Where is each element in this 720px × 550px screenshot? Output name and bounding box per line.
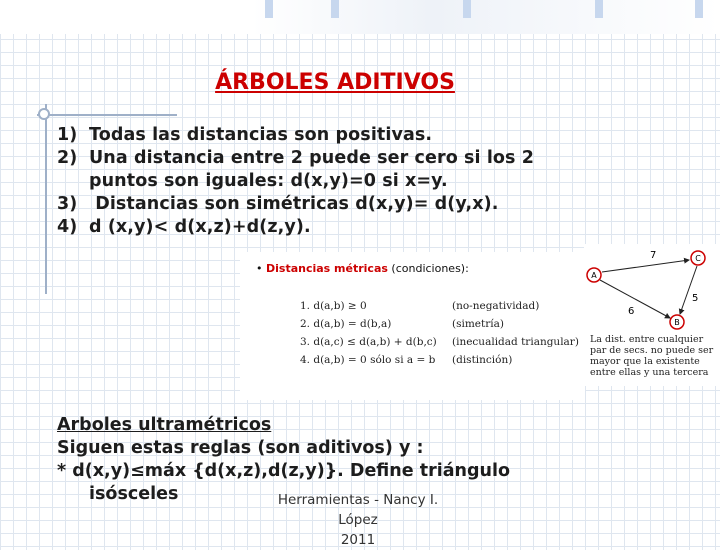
triangle-note: La dist. entre cualquier par de secs. no puede ser mayor que la existente entre ellas y una tercera <box>590 334 714 378</box>
node-a-label: A <box>591 271 597 280</box>
edge-ab-label: 6 <box>628 306 635 317</box>
ultrametric-line: * d(x,y)≤máx {d(x,z),d(z,y)}. Define triángulo <box>57 461 510 481</box>
slide-title: ÁRBOLES ADITIVOS <box>215 70 455 95</box>
condition-formula: 4. d(a,b) = 0 sólo si a = b <box>300 354 436 366</box>
ultrametric-line: isósceles <box>89 484 179 504</box>
footer-year: 2011 <box>340 532 376 548</box>
edge-ab <box>600 280 670 318</box>
node-b-label: B <box>674 318 680 327</box>
condition-label: (no-negatividad) <box>452 300 540 312</box>
decor-horizontal-line <box>37 114 177 116</box>
edge-ac-label: 7 <box>650 250 657 261</box>
node-c-label: C <box>695 254 701 263</box>
ultrametric-title: Arboles ultramétricos <box>57 415 272 435</box>
decorative-stripes <box>265 0 705 18</box>
decor-vertical-line <box>45 104 47 294</box>
list-item: puntos son iguales: d(x,y)=0 si x=y. <box>89 171 448 191</box>
ultrametric-line: Siguen estas reglas (son aditivos) y : <box>57 438 424 458</box>
edge-ac <box>602 260 689 272</box>
list-item: 2) Una distancia entre 2 puede ser cero si los 2 <box>57 148 535 168</box>
list-item: 4) d (x,y)< d(x,z)+d(z,y). <box>57 217 311 237</box>
edge-cb-label: 5 <box>692 293 699 304</box>
condition-label: (distinción) <box>452 354 513 366</box>
condition-formula: 2. d(a,b) = d(b,a) <box>300 318 392 330</box>
condition-formula: 1. d(a,b) ≥ 0 <box>300 300 367 312</box>
slide-footer <box>258 490 458 550</box>
footer-author: Herramientas - Nancy I. López <box>277 492 439 528</box>
condition-formula: 3. d(a,c) ≤ d(a,b) + d(b,c) <box>300 336 437 348</box>
list-item: 3) Distancias son simétricas d(x,y)= d(y,x). <box>57 194 499 214</box>
decor-circle <box>38 108 50 120</box>
rules-list <box>57 124 534 239</box>
list-item: 1) Todas las distancias son positivas. <box>57 125 433 145</box>
condition-label: (simetría) <box>452 318 504 330</box>
metric-heading: • Distancias métricas (condiciones): <box>256 262 469 275</box>
metric-conditions-image <box>240 252 585 400</box>
condition-label: (inecualidad triangular) <box>452 336 579 348</box>
edge-cb <box>680 266 697 314</box>
triangle-svg <box>584 244 720 336</box>
